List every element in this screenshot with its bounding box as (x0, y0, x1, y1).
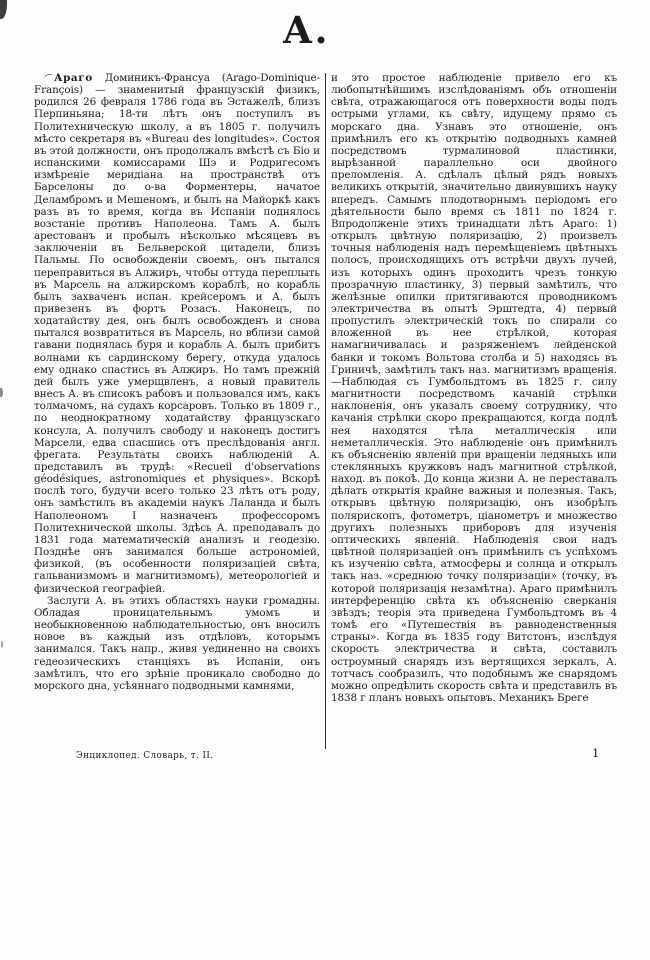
volume-imprint-note: Энциклопед. Словарь, т. II. (76, 751, 214, 761)
column-divider-rule (325, 73, 326, 749)
section-letter-heading: А. (282, 8, 330, 52)
pen-mark (43, 73, 53, 80)
text-columns (34, 72, 618, 749)
scan-artifact-edge (0, 388, 3, 397)
article-paragraph-1-text: Доминикъ-Франсуа (Arago-Dominique-François) — знаменитый французскій физикъ, родился 26 февраля 1786 года въ Эстажелѣ, близъ Перпиньяна; 18-ти лѣтъ онъ поступилъ въ Политехническую школу, а въ 1805 г. получилъ мѣсто секретаря въ «Bureau des longitudes». Состоя въ этой должности, онъ продолжалъ вмѣстѣ съ Біо и испанскими комиссарами Шэ и Родригесомъ измѣреніе меридіана на пространствѣ отъ Барселоны до о-ва Форментеры, начатое Деламбромъ и Мешеномъ, и былъ на Майоркѣ какъ разъ въ то время, когда въ Испаніи поднялось возстаніе противъ Наполеона. Тамъ А. былъ арестованъ и пробылъ нѣсколько мѣсяцевъ въ заключеніи въ Бельверской цитадели, близъ Пальмы. По освобожденіи своемъ, онъ пытался переправиться въ Алжиръ, чтобы оттуда переплыть въ Марсель на алжирскомъ кораблѣ, но корабль былъ захваченъ испан. крейсеромъ и А. былъ привезенъ въ фортъ Розасъ. Наконецъ, по ходатайству дея, онъ былъ освобожденъ и снова пытался возвратиться въ Марсель, но вблизи самой гавани поднялась буря и корабль А. былъ прибитъ волнами къ сардинскому берегу, откуда удалось ему однако спастись въ Алжиръ. Но тамъ прежній дей былъ уже умерщвленъ, а новый правитель внесъ А. въ списокъ рабовъ и пользовался имъ, какъ толмачомъ, на судахъ корсаровъ. Только въ 1809 г., по неоднократному ходатайству французскаго консула, А. получилъ свободу и наконецъ достигъ Марсели, едва спасшись отъ преслѣдованія англ. фрегата. Результаты своихъ наблюденій А. представилъ въ трудѣ: «Recueil d'observations géodésiques, astronomiques et physiques». Вскорѣ послѣ того, будучи всего только 23 лѣтъ отъ роду, онъ замѣстилъ въ академіи наукъ Лаланда и былъ Наполеономъ I назначенъ профессоромъ Политехнической школы. Здѣсь А. преподавалъ до 1831 года математическій анализъ и геодезію. Позднѣе онъ занимался больше астрономіей, физикой, (въ особенности поляризаціей свѣта, гальванизмомъ и магнитизмомъ), метеорологіей и физической географіей. (34, 72, 320, 595)
scan-artifact-edge (1, 641, 3, 648)
right-column (331, 72, 617, 749)
article-paragraph-2: Заслуги А. въ этихъ областяхъ науки громадны. Обладая проницательнымъ умомъ и необыкновенною наблюдательностью, онъ вносилъ новое въ каждый изъ отдѣловъ, которымъ занимался. Такъ напр., живя уединенно на своихъ гедеозическихъ станціяхъ въ Испаніи, онъ замѣтилъ, что его зрѣніе проникало свободно до морского дна, усѣяннаго подводными камнями, (34, 594, 320, 692)
article-paragraph-1 (34, 72, 320, 595)
sheet-number: 1 (592, 746, 600, 760)
article-paragraph-2-continuation: и это простое наблюденіе привело его къ любопытнѣйшимъ изслѣдованіямъ объ отношеніи свѣта, отражающагося отъ поверхности воды подъ острыми углами, къ свѣту, идущему прямо съ морскаго дна. Узнавъ это отношеніе, онъ примѣнилъ его къ открытію подводныхъ камней посредствомъ турмалиновой пластинки, вырѣзанной параллельно оси двойного преломленія. А. сдѣлалъ цѣлый рядъ новыхъ великихъ открытій, значительно двинувшихъ науку впередъ. Самымъ плодотворнымъ періодомъ его дѣятельности было время съ 1811 по 1824 г. Впродолженіе этихъ тринадцати лѣтъ Араго: 1) открылъ цвѣтную поляризацію, 2) произвелъ точныя наблюденія надъ перемѣщеніемъ цвѣтныхъ полосъ, происходящихъ отъ встрѣчи двухъ лучей, изъ которыхъ одинъ проходитъ чрезъ тонкую прозрачную пластинку, 3) первый замѣтилъ, что желѣзные опилки притягиваются проводникомъ электричества въ опытѣ Эрштедта, 4) первый пропустилъ электрическій токъ по спирали со вложенной въ нее стрѣлкой, которая намагничивалась и разряженіемъ лейденской банки и токомъ Вольтова столба и 5) находясь въ Гриничѣ, замѣтилъ такъ наз. магнитизмъ вращенія.—Наблюдая съ Гумбольдтомъ въ 1825 г. силу магнитности посредствомъ качаній стрѣлки наклоненія, онъ указалъ своему сотруднику, что качанія стрѣлки скоро прекращаются, когда подлѣ нея находятся тѣла металлическія или неметаллическія. Это наблюденіе онъ примѣнилъ къ объясненію явленій при вращеніи ледяныхъ или стеклянныхъ кружковъ надъ магнитной стрѣлкой, наход. въ покоѣ. До конца жизни А. не переставалъ дѣлать открытія крайне важныя и полезныя. Такъ, открывъ цвѣтную поляризацію, онъ изобрѣлъ полярископъ, фотометръ, ціанометръ и множество другихъ полезныхъ приборовъ для изученія оптическихъ явленій. Наблюденія свои надъ цвѣтной поляризаціей онъ примѣнилъ съ успѣхомъ къ изученію свѣта, атмосферы и солнца и открылъ такъ наз. «среднюю точку поляризаціи» (точку, въ которой поляризація незамѣтна). Араго примѣнилъ интерференцію свѣта къ объясненію сверканія звѣздъ; теорія эта приведена Гумбольдтомъ въ 4 томѣ его «Путешествія въ равноденственныя страны». Когда въ 1835 году Витстонъ, изслѣдуя скорость электричества и свѣта, составилъ остроумный снарядъ изъ вертящихся зеркалъ, А. тотчасъ сообразилъ, что подобнымъ же снарядомъ можно опредѣлить скорость свѣта и представилъ въ 1838 г планъ новыхъ опытовъ. Механикъ Бреге (331, 72, 617, 704)
left-column (34, 72, 320, 749)
article-headword: Араго (54, 72, 93, 84)
